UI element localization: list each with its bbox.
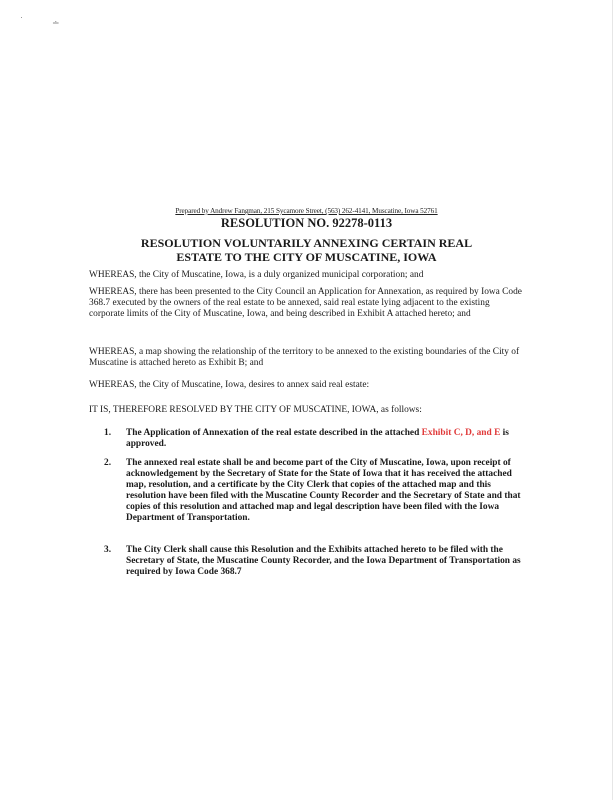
list-item-2 [106,458,526,524]
list-item-number: 3. [104,545,112,555]
resolved-clause: IT IS, THEREFORE RESOLVED BY THE CITY OF MUSCATINE, IOWA, as follows: [89,405,422,415]
exhibit-reference-highlight: Exhibit C, D, and E [421,428,501,438]
resolution-title-line-1: RESOLUTION VOLUNTARILY ANNEXING CERTAIN REAL [140,236,473,250]
whereas-paragraph-2: WHEREAS, there has been presented to the City Council an Application for Annexation, as required by Iowa Code 368.7 executed by the owners of the real estate to be annexed, said real estate lying adjacent to the existing corporate limits of the City of Muscatine, Iowa, and being described in Exhibit A attached hereto; and [89,287,522,319]
resolution-title-line-2: ESTATE TO THE CITY OF MUSCATINE, IOWA [176,250,437,264]
whereas-paragraph-3: WHEREAS, a map showing the relationship of the territory to be annexed to the existing boundaries of the City of Muscatine is attached hereto as Exhibit B; and [89,347,520,368]
list-item-1 [106,428,526,450]
item-1-text-before: The Application of Annexation of the real estate described in the attached [126,428,422,438]
list-item-text: The City Clerk shall cause this Resolution and the Exhibits attached hereto to be filed with the Secretary of State, the Muscatine County Recorder, and the Iowa Department of Transportation as required by Iowa Code 368.7 [126,545,521,577]
scan-speck: · [20,12,23,22]
whereas-paragraph-1: WHEREAS, the City of Muscatine, Iowa, is a duly organized municipal corporation; and [89,270,424,280]
list-item-number: 1. [104,428,112,438]
prepared-by-line: Prepared by Andrew Fangman, 215 Sycamore Street, (563) 262-4141, Muscatine, Iowa 52761 [175,207,438,215]
scan-speck: ∸ [52,18,60,28]
list-item-text [126,428,526,450]
item-1-text-after: is approved. [126,428,509,449]
resolution-number: RESOLUTION NO. 92278-0113 [220,216,393,230]
resolution-title [0,236,613,264]
whereas-paragraph-4: WHEREAS, the City of Muscatine, Iowa, desires to annex said real estate: [89,380,370,390]
list-item-text: The annexed real estate shall be and become part of the City of Muscatine, Iowa, upon receipt of acknowledgement by the Secretary of State for the State of Iowa that it has received the attached map, resolution, and a certificate by the City Clerk that copies of the attached map and this resolution have been filed with the Muscatine County Recorder and the Secretary of State and that copies of this resolution and attached map and legal description have been filed with the Iowa Department of Transportation. [126,458,521,523]
list-item-3 [106,545,526,578]
list-item-number: 2. [104,458,112,468]
